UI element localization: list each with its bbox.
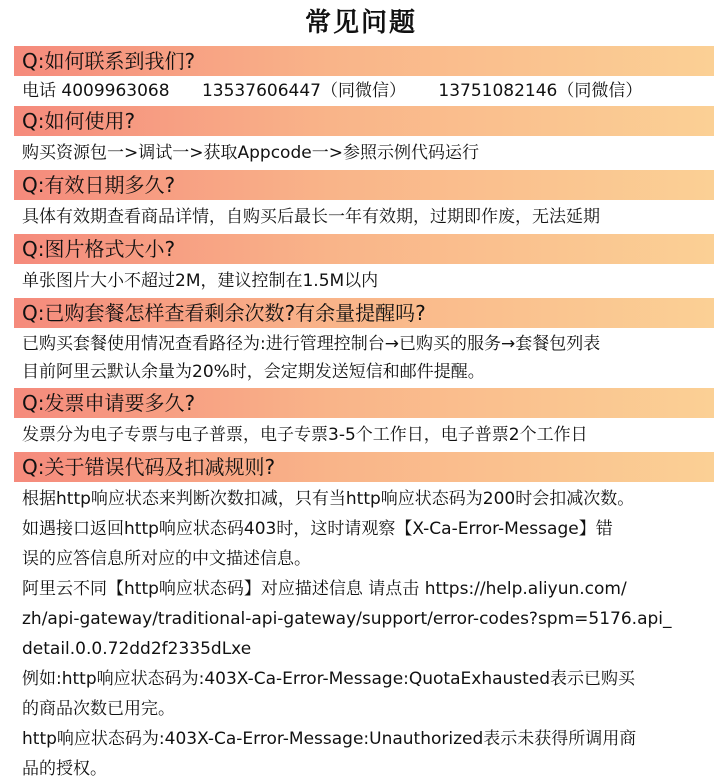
page-title: 常见问题 [304,8,417,38]
question-invoice: Q:发票申请要多久? [14,388,714,418]
answer-error-line-3: 误的应答信息所对应的中文描述信息。 [22,549,311,569]
faq-item-validity [0,170,722,234]
faq-item-usage [0,106,722,170]
question-contact: Q:如何联系到我们? [14,46,714,76]
error-codes-link-line-1: zh/api-gateway/traditional-api-gateway/support/error-codes?spm=5176.api_ [22,609,672,629]
answer-image-size-line: 单张图片大小不超过2M，建议控制在1.5M以内 [22,271,379,291]
answer-error-line-7: 例如:http响应状态码为:403X-Ca-Error-Message:QuotaExhausted表示已购买 [22,669,636,689]
answer-error-line-8: 的商品次数已用完。 [22,699,175,719]
faq-item-remaining [0,298,722,388]
answer-usage-line: 购买资源包一>调试一>获取Appcode一>参照示例代码运行 [22,143,479,163]
answer-contact-line: 电话 4009963068 13537606447（同微信） 13751082146（同微信） [22,81,643,101]
faq-item-image-size [0,234,722,298]
answer-remaining-line-1: 已购买套餐使用情况查看路径为:进行管理控制台→已购买的服务→套餐包列表 [22,334,601,354]
faq-item-error-codes [0,452,722,784]
question-validity: Q:有效日期多久? [14,170,714,200]
faq-item-invoice [0,388,722,452]
faq-item-contact [0,46,722,106]
answer-error-line-2: 如遇接口返回http响应状态码403时，这时请观察【X-Ca-Error-Message】错 [22,519,613,539]
question-image-size: Q:图片格式大小? [14,234,714,264]
answer-remaining-line-2: 目前阿里云默认余量为20%时，会定期发送短信和邮件提醒。 [22,362,485,382]
question-error-codes: Q:关于错误代码及扣减规则? [14,452,714,482]
error-codes-link-line-2: detail.0.0.72dd2f2335dLxe [22,639,252,659]
answer-error-line-9: http响应状态码为:403X-Ca-Error-Message:Unauthorized表示未获得所调用商 [22,729,637,749]
question-usage: Q:如何使用? [14,106,714,136]
answer-error-line-10: 品的授权。 [22,759,107,779]
question-remaining: Q:已购套餐怎样查看剩余次数?有余量提醒吗? [14,298,714,328]
answer-invoice-line: 发票分为电子专票与电子普票，电子专票3-5个工作日，电子普票2个工作日 [22,425,588,445]
answer-validity-line: 具体有效期查看商品详情，自购买后最长一年有效期，过期即作废，无法延期 [22,207,600,227]
answer-error-line-1: 根据http响应状态来判断次数扣减，只有当http响应状态码为200时会扣减次数。 [22,489,635,509]
answer-error-line-4: 阿里云不同【http响应状态码】对应描述信息 请点击 https://help.aliyun.com/ [22,579,627,599]
